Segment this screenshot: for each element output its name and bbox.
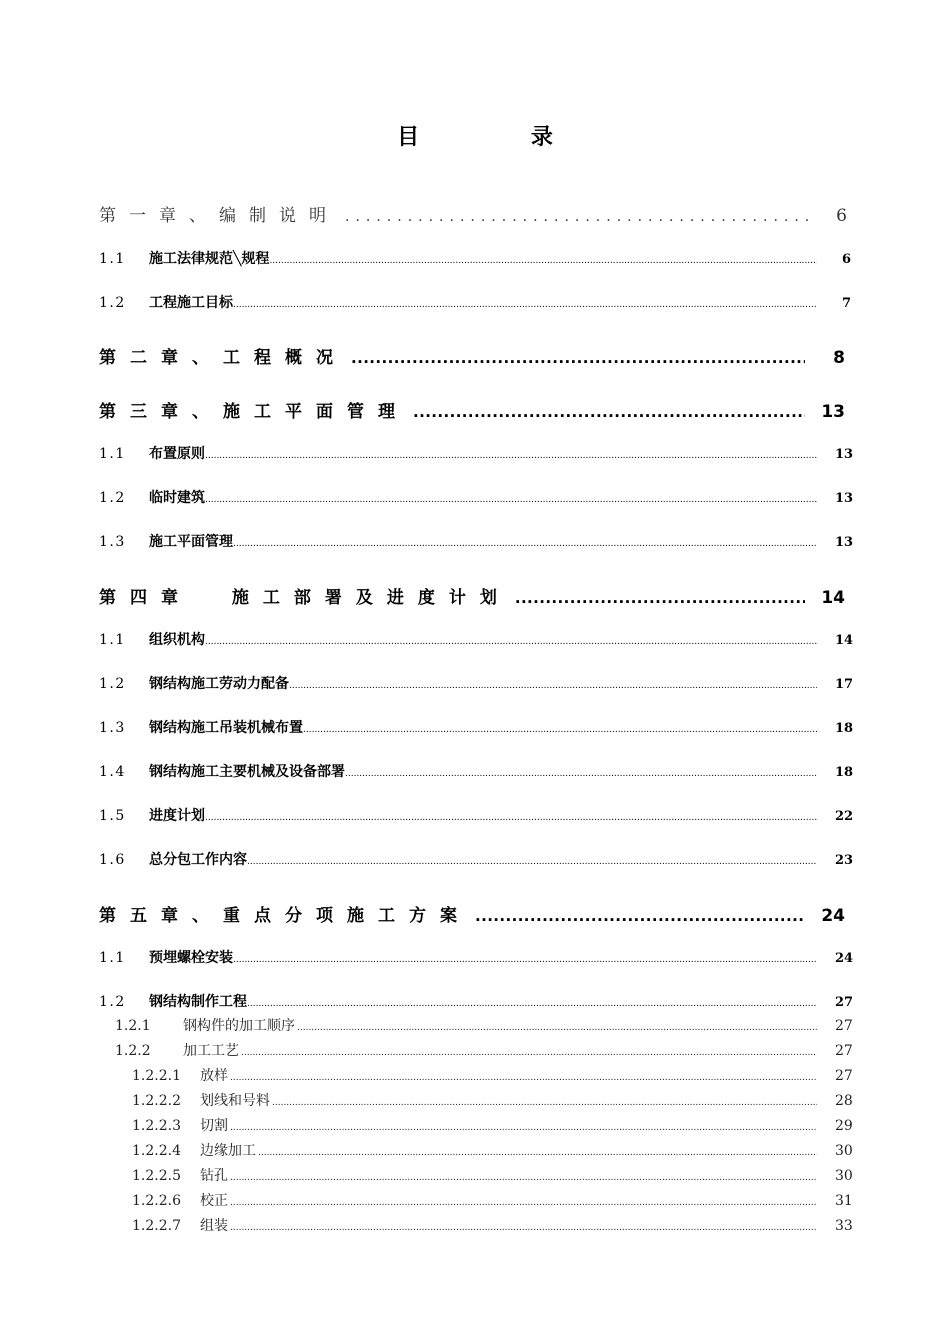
toc-section[interactable] — [99, 629, 854, 649]
toc-page-number: 24 — [835, 951, 854, 966]
toc-section[interactable] — [99, 991, 854, 1011]
toc-section-number: 1.1 — [99, 251, 126, 267]
toc-page-number: 13 — [835, 535, 854, 550]
dot-leader — [230, 1173, 817, 1183]
dot-leader — [230, 1123, 817, 1133]
toc-page-number: 27 — [835, 995, 854, 1010]
toc-subsubsection[interactable] — [132, 1090, 851, 1110]
toc-section-label: 总分包工作内容 — [149, 852, 247, 868]
toc-subsection[interactable] — [115, 1015, 851, 1035]
dot-leader — [345, 769, 817, 779]
dot-leader — [205, 451, 817, 461]
dot-leader — [247, 857, 817, 867]
toc-section[interactable] — [99, 761, 854, 781]
dot-leader — [233, 539, 817, 549]
toc-section[interactable] — [99, 805, 854, 825]
toc-page-number: 31 — [835, 1193, 853, 1209]
toc-chapter-4[interactable] — [99, 583, 845, 608]
toc-subsubsection[interactable] — [132, 1165, 851, 1185]
toc-subsection-number: 1.2.2 — [115, 1043, 151, 1059]
toc-chapter-3[interactable] — [99, 397, 845, 422]
toc-section[interactable] — [99, 717, 854, 737]
dot-leader — [233, 300, 817, 310]
toc-chapter-1[interactable] — [99, 201, 847, 226]
toc-section-label: 施工平面管理 — [149, 534, 233, 550]
toc-subsubsection-number: 1.2.2.2 — [132, 1093, 181, 1109]
toc-subsubsection-number: 1.2.2.3 — [132, 1118, 181, 1134]
toc-section[interactable] — [99, 487, 854, 507]
toc-section[interactable] — [99, 673, 854, 693]
toc-page-number: 30 — [835, 1143, 853, 1159]
toc-subsubsection-number: 1.2.2.5 — [132, 1168, 181, 1184]
toc-subsection-label: 钢构件的加工顺序 — [183, 1018, 295, 1034]
toc-section-number: 1.5 — [99, 808, 126, 824]
toc-subsubsection-number: 1.2.2.6 — [132, 1193, 181, 1209]
toc-section-label: 进度计划 — [149, 808, 205, 824]
dot-leader — [303, 725, 817, 735]
toc-page-number: 28 — [835, 1093, 853, 1109]
toc-subsubsection-label: 校正 — [200, 1193, 228, 1209]
toc-page-number: 7 — [841, 296, 851, 311]
toc-subsection-label: 加工工艺 — [183, 1043, 239, 1059]
toc-section-label: 布置原则 — [149, 446, 205, 462]
dot-leader — [205, 495, 817, 505]
toc-subsubsection[interactable] — [132, 1065, 851, 1085]
toc-section-label: 预埋螺栓安装 — [149, 950, 233, 966]
dot-leader — [515, 589, 805, 607]
toc-subsubsection-number: 1.2.2.7 — [132, 1218, 181, 1234]
toc-subsubsection[interactable] — [132, 1190, 851, 1210]
toc-chapter-label: 第五章、重点分项施工方案 — [99, 906, 471, 926]
toc-subsubsection-label: 放样 — [200, 1068, 228, 1084]
toc-chapter-label: 第三章、施工平面管理 — [99, 402, 409, 422]
toc-subsubsection-label: 钻孔 — [200, 1168, 228, 1184]
dot-leader — [241, 1048, 817, 1058]
toc-section-number: 1.3 — [99, 534, 126, 550]
toc-page-number: 27 — [835, 1043, 853, 1059]
toc-page-number: 24 — [821, 906, 845, 926]
toc-page-number: 6 — [836, 206, 847, 226]
toc-page-number: 14 — [821, 588, 845, 608]
toc-subsubsection-label: 组装 — [200, 1218, 228, 1234]
toc-page-number: 27 — [835, 1068, 853, 1084]
toc-page-number: 18 — [835, 765, 854, 780]
toc-page-number: 23 — [835, 853, 854, 868]
dot-leader — [413, 403, 805, 421]
toc-section-label: 钢结构施工主要机械及设备部署 — [149, 764, 345, 780]
toc-section-number: 1.1 — [99, 950, 126, 966]
toc-page-number: 18 — [835, 721, 854, 736]
toc-chapter-label: 第一章、编制说明 — [99, 206, 339, 226]
toc-page-number: 17 — [835, 677, 854, 692]
toc-section-number: 1.2 — [99, 490, 126, 506]
toc-chapter-5[interactable] — [99, 901, 845, 926]
dot-leader — [258, 1148, 817, 1158]
dot-leader — [205, 637, 817, 647]
toc-section-label: 临时建筑 — [149, 490, 205, 506]
dot-leader — [230, 1073, 817, 1083]
toc-section[interactable] — [99, 947, 854, 967]
toc-section[interactable] — [99, 849, 854, 869]
toc-section-number: 1.1 — [99, 446, 126, 462]
toc-section-number: 1.6 — [99, 852, 126, 868]
page-title: 目 录 — [397, 125, 605, 150]
toc-section-label: 钢结构制作工程 — [149, 994, 247, 1010]
dot-leader — [272, 1098, 817, 1108]
toc-section-label: 施工法律规范╲规程 — [149, 251, 270, 267]
dot-leader — [475, 907, 805, 925]
toc-section[interactable] — [99, 443, 854, 463]
toc-section-number: 1.2 — [99, 676, 126, 692]
toc-section-number: 1.3 — [99, 720, 126, 736]
toc-page-number: 22 — [835, 809, 854, 824]
toc-subsubsection[interactable] — [132, 1140, 851, 1160]
dot-leader — [297, 1023, 817, 1033]
toc-page-number: 13 — [835, 491, 854, 506]
toc-subsubsection-label: 边缘加工 — [200, 1143, 256, 1159]
dot-leader — [233, 955, 817, 965]
toc-section-label: 钢结构施工吊装机械布置 — [149, 720, 303, 736]
toc-subsubsection-number: 1.2.2.4 — [132, 1143, 181, 1159]
toc-section[interactable] — [99, 531, 854, 551]
toc-section-number: 1.2 — [99, 295, 126, 311]
toc-page-number: 6 — [841, 252, 851, 267]
dot-leader — [205, 813, 817, 823]
toc-subsubsection[interactable] — [132, 1215, 851, 1235]
toc-page-number: 30 — [835, 1168, 853, 1184]
toc-page-number: 29 — [835, 1118, 853, 1134]
toc-page-number: 13 — [835, 447, 854, 462]
toc-page-number: 14 — [835, 633, 854, 648]
toc-section-label: 工程施工目标 — [149, 295, 233, 311]
toc-section[interactable] — [99, 292, 851, 312]
toc-chapter-label: 第二章、工程概况 — [99, 348, 347, 368]
toc-chapter-2[interactable] — [99, 343, 845, 368]
toc-subsubsection-label: 切割 — [200, 1118, 228, 1134]
dot-leader — [351, 349, 805, 367]
toc-chapter-label: 第四章 施工部署及进度计划 — [99, 588, 511, 608]
toc-section-label: 钢结构施工劳动力配备 — [149, 676, 289, 692]
dot-leader — [247, 999, 817, 1009]
toc-page-number: 27 — [835, 1018, 853, 1034]
toc-subsubsection-label: 划线和号料 — [200, 1093, 270, 1109]
toc-section-number: 1.2 — [99, 994, 126, 1010]
toc-section-label: 组织机构 — [149, 632, 205, 648]
dot-leader — [345, 209, 815, 225]
toc-subsection[interactable] — [115, 1040, 851, 1060]
toc-subsubsection-number: 1.2.2.1 — [132, 1068, 181, 1084]
toc-section-number: 1.1 — [99, 632, 126, 648]
toc-subsection-number: 1.2.1 — [115, 1018, 151, 1034]
dot-leader — [230, 1223, 817, 1233]
toc-section[interactable] — [99, 248, 851, 268]
toc-page-number: 8 — [833, 348, 845, 368]
toc-subsubsection[interactable] — [132, 1115, 851, 1135]
dot-leader — [230, 1198, 817, 1208]
toc-page-number: 33 — [835, 1218, 853, 1234]
dot-leader — [289, 681, 817, 691]
toc-section-number: 1.4 — [99, 764, 126, 780]
toc-page-number: 13 — [821, 402, 845, 422]
dot-leader — [269, 256, 817, 266]
